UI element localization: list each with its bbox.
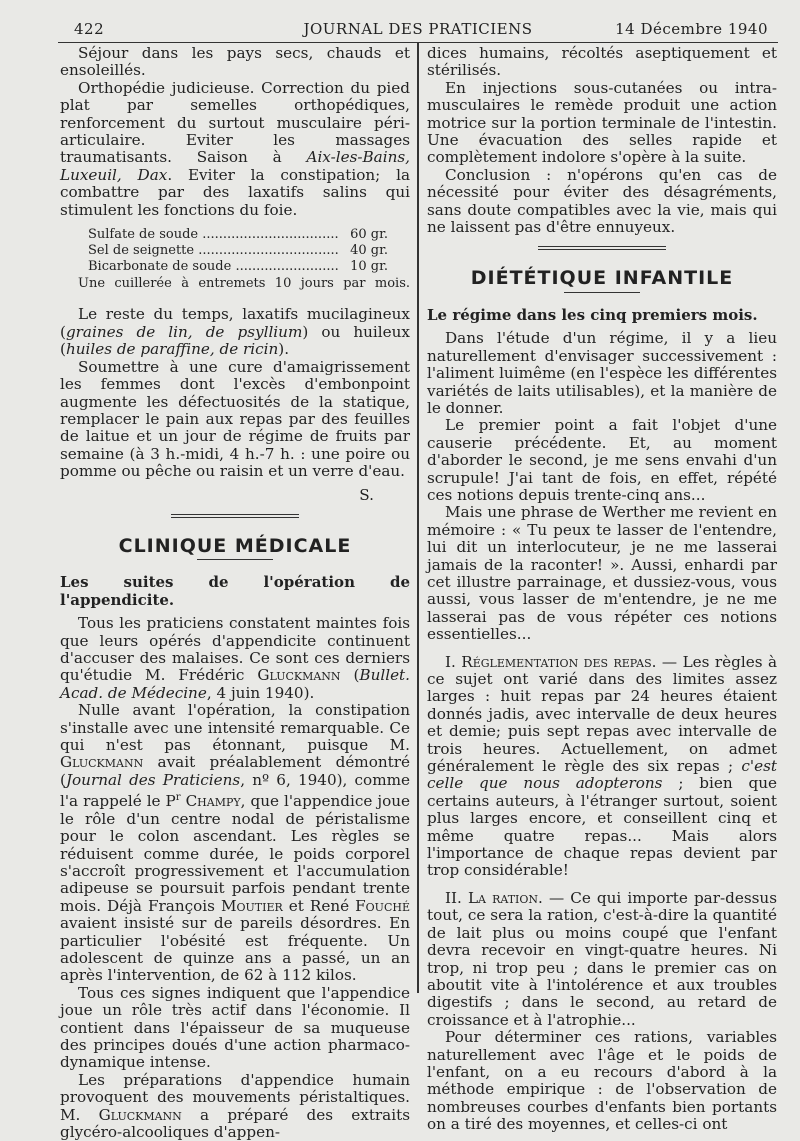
left-column	[60, 45, 410, 1141]
column-divider	[417, 43, 419, 993]
conclusion-paragraph: Conclusion : n'opérons qu'en cas de nécessité pour éviter des désagréments, sans doute compatibles avec la vie, mais qui ne laissent pas d'être ennuyeux.	[427, 165, 777, 237]
journal-title: JOURNAL DES PRATICIENS	[303, 20, 533, 38]
diet-paragraph: Soumettre à une cure d'amaigrissement les femmes dont l'excès d'embonpoint augmente les défectuosités de la statique, remplacer le pain aux repas par des feuilles de laitue et un jour de régime de fruits par semaine (à 3 h.-midi, 4 h.-7 h. : une poire ou pomme ou pêche ou raisin et un verre d'eau.	[60, 357, 410, 481]
article-paragraph: Le premier point a fait l'objet d'une causerie précédente. Et, au moment d'aborder le second, je me sens envahi d'un scrupule! J'ai tant de fois, en effet, répété ces notions depuis trente-cinq ans...	[427, 416, 777, 504]
intro-paragraph: Séjour dans les pays secs, chauds et ensoleillés.	[60, 44, 410, 80]
prescription-formula	[60, 227, 410, 275]
author-signature: S.	[359, 485, 374, 504]
section-title-dietetique: DIÉTÉTIQUE INFANTILE	[470, 267, 734, 290]
laxatives-paragraph: Le reste du temps, laxatifs mucilagineux (graines de lin, de psyllium) ou huileux (huiles de paraffine, de ricin).	[60, 305, 410, 359]
right-column	[427, 45, 777, 1134]
article-paragraph: Pour déterminer ces rations, variables naturellement avec l'âge et le poids de l'enfant, on a eu recours d'abord à la méthode empirique : de l'observation de nombreuses courbes d'enfants bien portants on a tiré des moyennes, et celles-ci ont	[427, 1028, 777, 1134]
article-paragraph: Nulle avant l'opération, la constipation s'installe avec une intensité remarquable. Ce qui n'est pas étonnant, puisque M. Gluckmann avait préalablement démontré (Journal des Praticiens, nº 6, 1940), comme l'a rappelé le $P^r$ Champy, que l'appendice joue le rôle d'un centre nodal de péristalisme pour le colon ascendant. Les règles se réduisent comme durée, le poids corporel s'accroît progressivement et l'accumulation adipeuse se poursuit parfois pendant trente mois. Déjà François Moutier et René Fouché avaient insisté sur de pareils désordres. En particulier l'obésité est fréquente. Un adolescent de quinze ans a passé, un an après l'intervention, de 62 à 112 kilos.	[60, 701, 410, 985]
injection-paragraph: En injections sous-cutanées ou intra-musculaires le remède produit une action motrice sur la portion terminale de l'intestin. Une évacuation des selles rapide et complètement indolore s'opère à la suite.	[427, 78, 777, 167]
article-paragraph: Tous ces signes indiquent que l'appendice joue un rôle très actif dans l'économie. Il contient dans l'épaisseur de sa muqueuse des principes doués d'une action pharmaco-dynamique intense.	[60, 983, 410, 1072]
article-title-appendicite: Les suites de l'opération de l'appendicite.	[60, 573, 410, 609]
section-separator	[538, 246, 666, 250]
page-number: 422	[74, 20, 105, 38]
article-paragraph: Dans l'étude d'un régime, il y a lieu naturellement d'envisager successivement : l'aliment luimême (en l'espèce les différentes variétés de laits utilisables), et la manière de le donner.	[427, 329, 777, 417]
article-title-regime: Le régime dans les cinq premiers mois.	[427, 305, 758, 324]
orthopedics-paragraph: Orthopédie judicieuse. Correction du pied plat par semelles orthopédiques, renforcement du surtout musculaire péri-articulaire. Eviter les massages traumatisants. Saison à Aix-les-Bains, Luxeuil, Dax. Eviter la constipation; la combattre par des laxatifs salins qui stimulent les fonctions du foie.	[60, 78, 410, 219]
article-paragraph: I. Réglementation des repas. — Les règles à ce sujet ont varié dans des limites assez larges : huit repas par 24 heures étaient donnés jadis, avec intervalle de deux heures et demie; puis sept repas avec intervalle de trois heures. Actuellement, on admet généralement le règle des six repas ; c'est celle que nous adopterons ; bien que certains auteurs, à l'étranger surtout, soient plus larges encore, et conseillent cinq et même quatre repas... Mais alors l'importance de chaque repas devient par trop considérable!	[427, 652, 777, 880]
page-header	[58, 16, 778, 43]
formula-row: Bicarbonate de soude ..... 10 gr.	[60, 259, 410, 275]
article-paragraph: Tous les praticiens constatent maintes fois que leurs opérés d'appendicite continuent d'accuser des malaises. Ce sont ces derniers qu'étudie M. Frédéric Gluckmann (Bullet. Acad. de Médecine, 4 juin 1940).	[60, 614, 410, 702]
continued-text: dices humains, récoltés aseptiquement et stérilisés.	[427, 44, 777, 80]
section-underline	[564, 292, 640, 293]
article-paragraph: Mais une phrase de Werther me revient en mémoire : « Tu peux te lasser de l'entendre, lui dit un interlocuteur, je ne me lasserai jamais de la raconter! ». Aussi, enhardi par cet illustre parrainage, et dussiez-vous, vous aussi, vous lasser de m'entendre, je ne me lasserai pas de vous répéter ces notions essentielles...	[427, 503, 777, 644]
section-underline	[197, 559, 273, 560]
formula-row: Sel de seignette ..... 40 gr.	[60, 243, 410, 259]
issue-date: 14 Décembre 1940	[615, 20, 768, 38]
article-paragraph: Les préparations d'appendice humain provoquent des mouvements péristaltiques. M. Gluckmann a préparé des extraits glycéro-alcooliques d'appen-	[60, 1070, 410, 1141]
article-paragraph: II. La ration. — Ce qui importe par-dessus tout, ce sera la ration, c'est-à-dire la quantité de lait plus ou moins coupé que l'enfant devra recevoir en vingt-quatre heures. Ni trop, ni trop peu ; dans le premier cas on aboutit vite à l'intolérence et aux troubles digestifs ; dans le second, au retard de croissance et à l'atrophie...	[427, 888, 778, 1029]
section-title-clinique: CLINIQUE MÉDICALE	[118, 534, 352, 557]
formula-dosage-note: Une cuillerée à entremets 10 jours par mois.	[78, 276, 410, 292]
section-separator	[171, 514, 299, 518]
formula-row: Sulfate de soude ..... 60 gr.	[60, 227, 410, 243]
